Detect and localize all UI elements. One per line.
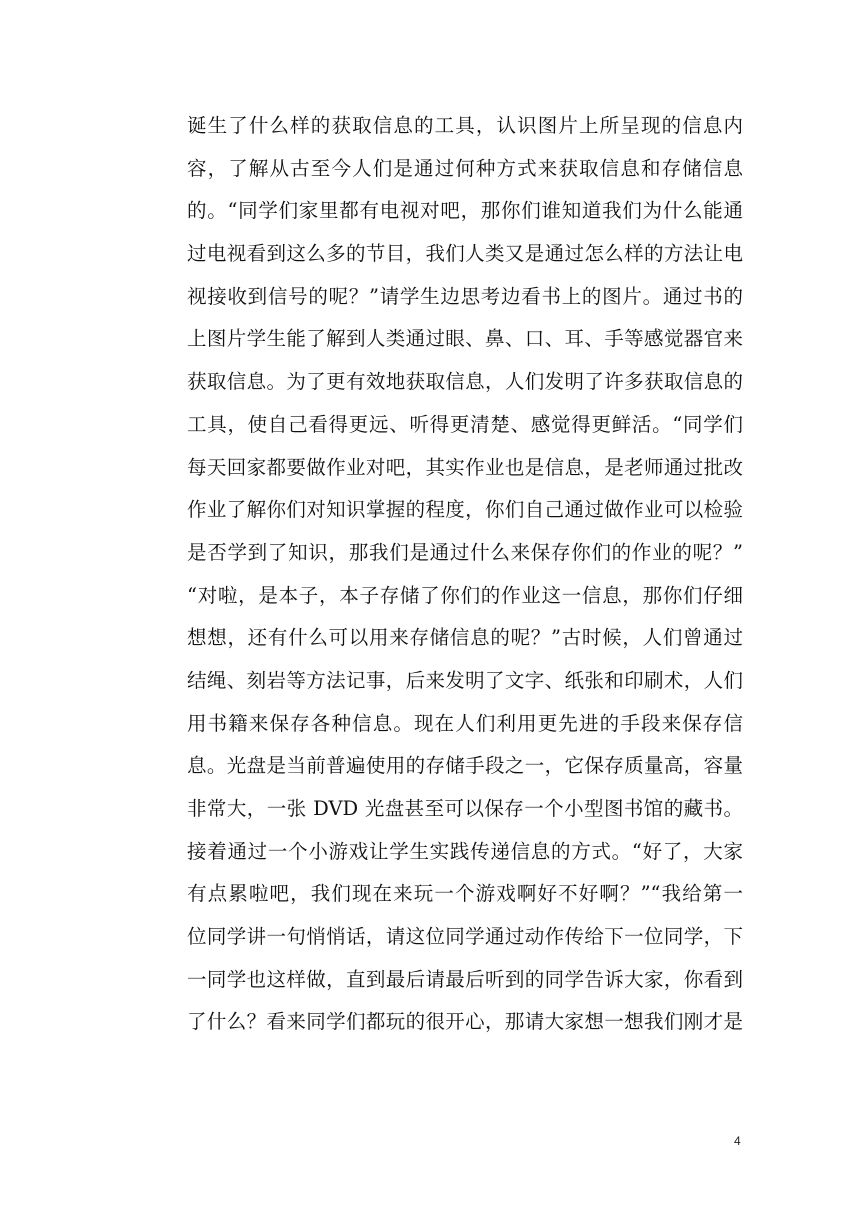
text-line: 上图片学生能了解到人类通过眼、鼻、口、耳、手等感觉器官来 <box>187 327 743 351</box>
text-line: 结绳、刻岩等方法记事，后来发明了文字、纸张和印刷术，人们 <box>187 668 743 692</box>
text-line: 工具，使自己看得更远、听得更清楚、感觉得更鲜活。“同学们 <box>187 412 743 436</box>
text-line: 息。光盘是当前普遍使用的存储手段之一，它保存质量高，容量 <box>187 754 743 778</box>
text-line: 是否学到了知识，那我们是通过什么来保存你们的作业的呢？” <box>187 540 743 564</box>
text-line: 过电视看到这么多的节目，我们人类又是通过怎么样的方法让电 <box>187 242 743 266</box>
text-line: 诞生了什么样的获取信息的工具，认识图片上所呈现的信息内 <box>187 114 743 137</box>
text-line: 视接收到信号的呢？”请学生边思考边看书上的图片。通过书的 <box>187 284 743 308</box>
text-line: 一同学也这样做，直到最后请最后听到的同学告诉大家，你看到 <box>187 967 743 991</box>
text-line: 每天回家都要做作业对吧，其实作业也是信息，是老师通过批改 <box>187 455 743 479</box>
text-line: 作业了解你们对知识掌握的程度，你们自己通过做作业可以检验 <box>187 498 743 522</box>
text-line: 非常大，一张 DVD 光盘甚至可以保存一个小型图书馆的藏书。 <box>187 797 743 820</box>
text-line: “对啦，是本子，本子存储了你们的作业这一信息，那你们仔细 <box>187 583 743 607</box>
text-line: 获取信息。为了更有效地获取信息，人们发明了许多获取信息的 <box>187 370 743 394</box>
text-line: 用书籍来保存各种信息。现在人们利用更先进的手段来保存信 <box>187 711 743 735</box>
text-line: 接着通过一个小游戏让学生实践传递信息的方式。“好了，大家 <box>187 839 743 863</box>
text-line: 位同学讲一句悄悄话，请这位同学通过动作传给下一位同学，下 <box>187 925 743 949</box>
text-line: 容，了解从古至今人们是通过何种方式来获取信息和存储信息 <box>187 156 743 180</box>
text-line: 有点累啦吧，我们现在来玩一个游戏啊好不好啊？”“我给第一 <box>187 882 743 906</box>
text-line: 想想，还有什么可以用来存储信息的呢？”古时候，人们曾通过 <box>187 626 743 650</box>
text-line: 的。“同学们家里都有电视对吧，那你们谁知道我们为什么能通 <box>187 199 743 223</box>
page-number: 4 <box>734 1134 741 1148</box>
text-line: 了什么？看来同学们都玩的很开心，那请大家想一想我们刚才是 <box>187 1010 743 1034</box>
body-paragraph <box>187 105 743 1044</box>
